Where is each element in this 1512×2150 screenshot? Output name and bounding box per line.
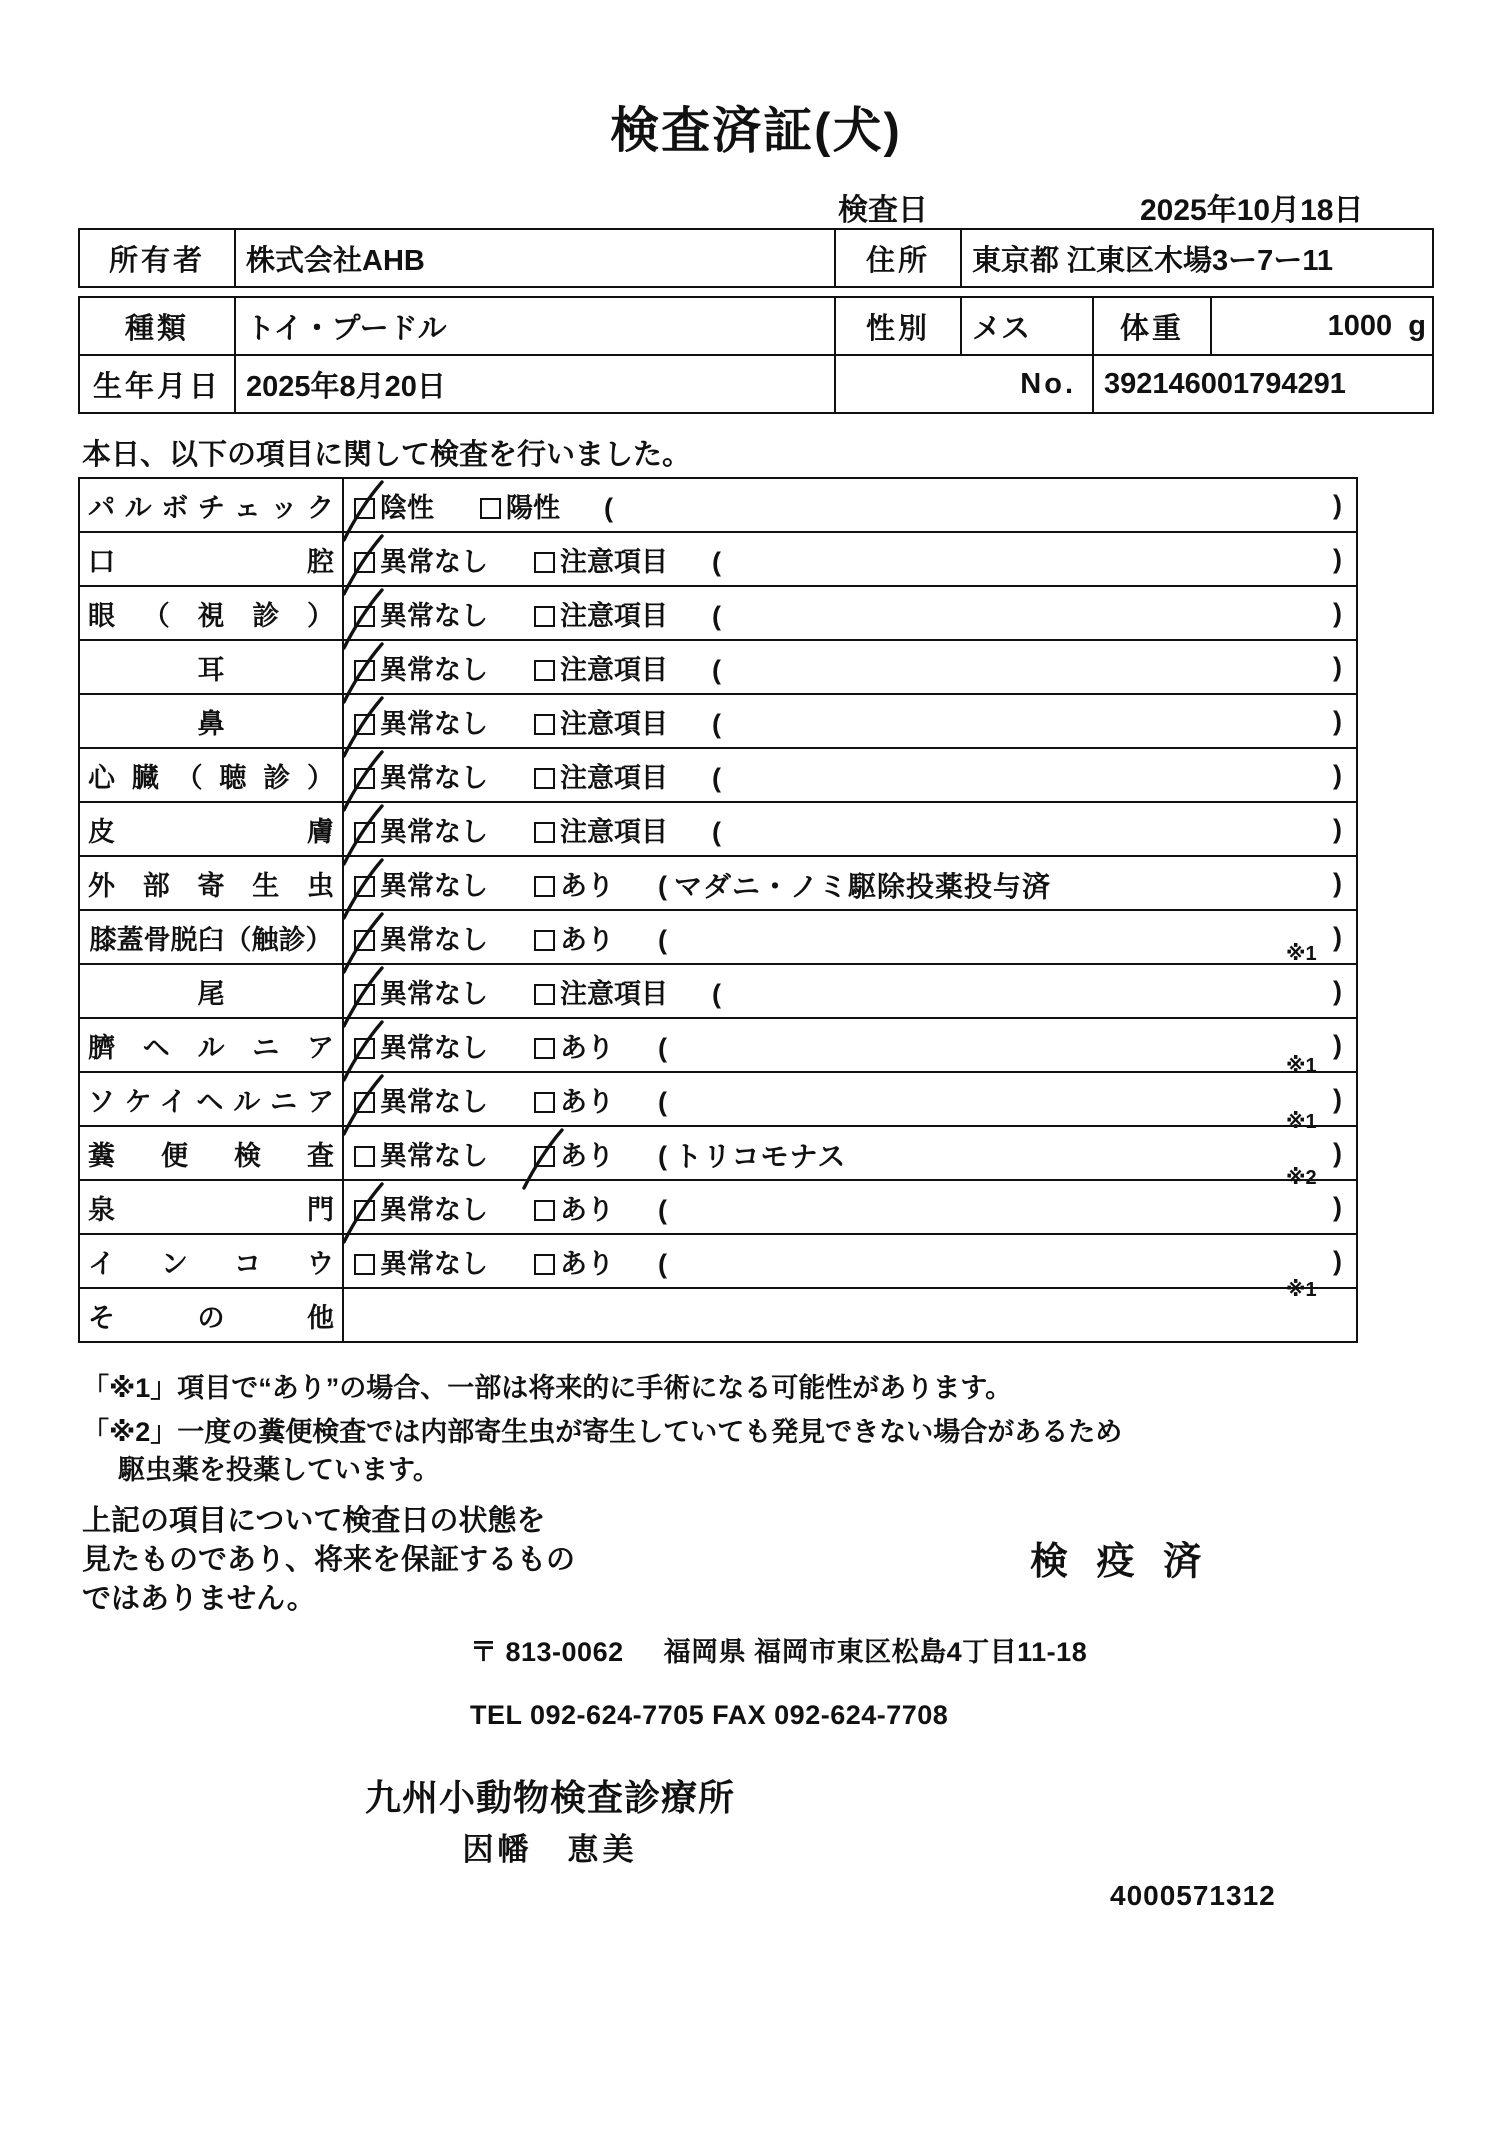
- address-label: 住所: [835, 229, 961, 287]
- checkbox-icon[interactable]: [534, 876, 555, 897]
- weight-unit: g: [1408, 309, 1426, 342]
- checkbox-option-2-label: 注意項目: [560, 816, 668, 847]
- weight-cell: [1211, 297, 1433, 355]
- checkbox-option-2[interactable]: [534, 540, 668, 579]
- disclaimer-line-2: 見たものであり、将来を保証するもの: [82, 1543, 576, 1576]
- checkbox-icon[interactable]: [354, 876, 375, 897]
- checkbox-icon[interactable]: [354, 822, 375, 843]
- inspection-date-row: [0, 185, 1512, 225]
- checklist-item-label: 眼（視診）: [79, 586, 343, 640]
- checkbox-icon[interactable]: [354, 930, 375, 951]
- checklist-item-options: [343, 1018, 1357, 1072]
- checkbox-option-1-label: 異常なし: [380, 816, 488, 847]
- checkbox-icon[interactable]: [534, 822, 555, 843]
- remark-paren-open: (: [712, 654, 721, 685]
- remark-paren-close: ): [1333, 922, 1342, 952]
- table-row: [79, 802, 1357, 856]
- checkbox-option-2[interactable]: [534, 1026, 614, 1065]
- checkbox-icon[interactable]: [354, 1200, 375, 1221]
- checklist-item-options: [343, 802, 1357, 856]
- checkbox-icon[interactable]: [354, 1092, 375, 1113]
- table-row: [79, 856, 1357, 910]
- checklist-item-label: 糞 便 検 査: [79, 1126, 343, 1180]
- remark-paren-open: (: [658, 870, 667, 901]
- table-row: [79, 1126, 1357, 1180]
- checkbox-option-1-label: 異常なし: [380, 870, 488, 901]
- owner-label: 所有者: [79, 229, 235, 287]
- checkbox-icon[interactable]: [354, 984, 375, 1005]
- breed-label: 種類: [79, 297, 235, 355]
- checkbox-option-2[interactable]: [534, 918, 614, 957]
- remark-paren-open: (: [712, 978, 721, 1009]
- table-row: [79, 532, 1357, 586]
- checkbox-option-2-label: あり: [560, 1248, 614, 1279]
- sex-value: メス: [961, 297, 1093, 355]
- checkbox-icon[interactable]: [354, 1254, 375, 1275]
- checkbox-option-2-label: あり: [560, 1140, 614, 1171]
- footnote-marker: ※1: [1286, 943, 1317, 965]
- checkbox-option-2-label: あり: [560, 1086, 614, 1117]
- checklist-item-options: [343, 478, 1357, 532]
- checkbox-option-1[interactable]: [354, 540, 488, 579]
- checkbox-icon[interactable]: [534, 984, 555, 1005]
- checkbox-icon[interactable]: [354, 552, 375, 573]
- checkbox-icon[interactable]: [534, 1146, 555, 1167]
- remark-paren-open: (: [712, 708, 721, 739]
- checkbox-option-2-label: 注意項目: [560, 654, 668, 685]
- remark-paren-close: ): [1333, 1030, 1342, 1060]
- inspection-date-label: 検査日: [838, 194, 928, 227]
- table-row: [79, 478, 1357, 532]
- checkbox-option-2[interactable]: [534, 648, 668, 687]
- checklist-item-options: [343, 1180, 1357, 1234]
- checklist-item-label: そ の 他: [79, 1288, 343, 1342]
- checkbox-icon[interactable]: [354, 606, 375, 627]
- owner-table: [78, 228, 1434, 288]
- checkbox-option-2[interactable]: [534, 594, 668, 633]
- table-row: [79, 586, 1357, 640]
- checklist-item-options: [343, 640, 1357, 694]
- checkbox-icon[interactable]: [354, 498, 375, 519]
- checkbox-option-1[interactable]: [354, 1026, 488, 1065]
- animal-info-table: [78, 296, 1434, 414]
- checkbox-option-1-label: 異常なし: [380, 708, 488, 739]
- checkbox-option-2-label: あり: [560, 1194, 614, 1225]
- checkbox-option-1[interactable]: [354, 648, 488, 687]
- checkbox-option-1-label: 異常なし: [380, 1140, 488, 1171]
- checkbox-option-1-label: 異常なし: [380, 1194, 488, 1225]
- checkbox-option-2-label: 注意項目: [560, 978, 668, 1009]
- remark-paren-close: ): [1333, 1084, 1342, 1114]
- checkbox-option-2-label: 注意項目: [560, 600, 668, 631]
- quarantine-stamp: 検 疫 済: [1030, 1541, 1211, 1583]
- checklist-item-label: 耳: [79, 640, 343, 694]
- table-row: [79, 355, 1433, 413]
- checkbox-option-1-label: 異常なし: [380, 546, 488, 577]
- table-row: [79, 1288, 1357, 1342]
- remark-paren-close: ): [1333, 1192, 1342, 1222]
- disclaimer-line-1: 上記の項目について検査日の状態を: [82, 1505, 546, 1537]
- checkbox-icon[interactable]: [534, 552, 555, 573]
- checkbox-icon[interactable]: [534, 1092, 555, 1113]
- remark-paren-close: ): [1333, 814, 1342, 844]
- checkbox-option-2[interactable]: [534, 810, 668, 849]
- checkbox-icon[interactable]: [354, 1038, 375, 1059]
- checkbox-icon[interactable]: [354, 1146, 375, 1167]
- remark-paren-open: (: [604, 492, 613, 523]
- checkbox-option-1[interactable]: [354, 864, 488, 903]
- remark-paren-close: ): [1333, 760, 1342, 790]
- checkbox-option-2[interactable]: [534, 756, 668, 795]
- checkbox-icon[interactable]: [354, 768, 375, 789]
- checkbox-option-1[interactable]: [354, 1134, 488, 1173]
- weight-label: 体重: [1093, 297, 1211, 355]
- handwritten-remark: マダニ・ノミ駆除投薬投与済: [674, 871, 1052, 902]
- checkbox-option-1-label: 異常なし: [380, 978, 488, 1009]
- footnote-2-line2: 駆虫薬を投薬しています。: [118, 1455, 440, 1485]
- checklist-item-label: インコウ: [79, 1234, 343, 1288]
- checklist-item-options: [343, 856, 1357, 910]
- checklist-item-label: 泉 門: [79, 1180, 343, 1234]
- page-title: 検査済証(犬): [610, 104, 902, 158]
- clinic-address: 福岡県 福岡市東区松島4丁目11-18: [663, 1637, 1088, 1667]
- checkbox-option-2-label: あり: [560, 924, 614, 955]
- checkbox-option-1-label: 陰性: [380, 492, 434, 523]
- owner-value: 株式会社AHB: [235, 229, 835, 287]
- table-row: [79, 964, 1357, 1018]
- footnote-2-line1: 「※2」一度の糞便検査では内部寄生虫が寄生していても発見できない場合があるため: [82, 1417, 1123, 1447]
- checklist-item-label: 口 腔: [79, 532, 343, 586]
- no-label: No.: [835, 355, 1093, 413]
- checklist-item-label: 膝蓋骨脱臼（触診）: [79, 910, 343, 964]
- table-row: [79, 1180, 1357, 1234]
- checkbox-option-1-label: 異常なし: [380, 1086, 488, 1117]
- checkbox-icon[interactable]: [354, 714, 375, 735]
- disclaimer-line-3: ではありません。: [82, 1582, 316, 1615]
- remark-paren-open: (: [658, 1032, 667, 1063]
- remark-paren-open: (: [658, 1194, 667, 1225]
- checkbox-option-1[interactable]: [354, 702, 488, 741]
- table-row: [79, 694, 1357, 748]
- checkbox-option-1-label: 異常なし: [380, 1032, 488, 1063]
- clinic-name: 九州小動物検査診療所: [364, 1777, 735, 1818]
- checkbox-option-1-label: 異常なし: [380, 762, 488, 793]
- remark-paren-open: (: [658, 1248, 667, 1279]
- postal-code: 〒 813-0062: [470, 1637, 624, 1667]
- checklist-item-options: [343, 1234, 1357, 1288]
- disclaimer-block: [82, 1502, 575, 1619]
- remark-paren-open: (: [712, 816, 721, 847]
- checkbox-option-2-label: 注意項目: [560, 708, 668, 739]
- birth-value: 2025年8月20日: [235, 355, 835, 413]
- checkbox-option-1[interactable]: [354, 1188, 488, 1227]
- table-row: [79, 1072, 1357, 1126]
- checkbox-option-1[interactable]: [354, 1080, 488, 1119]
- remark-paren-open: (: [658, 1086, 667, 1117]
- checklist-item-label: 鼻: [79, 694, 343, 748]
- remark-paren-close: ): [1333, 544, 1342, 574]
- address-value: 東京都 江東区木場3ー7ー11: [961, 229, 1433, 287]
- checkbox-option-2[interactable]: [534, 1080, 614, 1119]
- checkbox-option-2-label: 陽性: [506, 492, 560, 523]
- checkbox-option-2[interactable]: [534, 864, 614, 903]
- checkbox-option-2-label: あり: [560, 1032, 614, 1063]
- checkbox-icon[interactable]: [534, 606, 555, 627]
- checkbox-icon[interactable]: [534, 714, 555, 735]
- handwritten-remark: トリコモナス: [674, 1141, 847, 1172]
- remark-paren-close: ): [1333, 598, 1342, 628]
- weight-value: 1000: [1327, 309, 1393, 342]
- checkbox-option-1[interactable]: [354, 972, 488, 1011]
- clinic-address-line: [470, 1630, 1087, 1669]
- inspection-statement: 本日、以下の項目に関して検査を行いました。: [82, 439, 692, 471]
- checkbox-option-1-label: 異常なし: [380, 600, 488, 631]
- checklist-item-options: [343, 1126, 1357, 1180]
- remark-paren-close: ): [1333, 1246, 1342, 1276]
- remark-paren-close: ): [1333, 652, 1342, 682]
- checkbox-option-1-label: 異常なし: [380, 1248, 488, 1279]
- checklist-item-label: 心臓（聴診）: [79, 748, 343, 802]
- footnote-1: 「※1」項目で“あり”の場合、一部は将来的に手術になる可能性があります。: [82, 1373, 1013, 1403]
- checkbox-icon[interactable]: [534, 1038, 555, 1059]
- checkbox-icon[interactable]: [534, 768, 555, 789]
- table-row: [79, 748, 1357, 802]
- checkbox-option-1[interactable]: [354, 486, 434, 525]
- table-row: [79, 640, 1357, 694]
- checklist-item-label: ソケイヘルニア: [79, 1072, 343, 1126]
- remark-paren-close: ): [1333, 868, 1342, 898]
- checkbox-icon[interactable]: [534, 660, 555, 681]
- checkbox-option-2[interactable]: [534, 702, 668, 741]
- remark-paren-close: ): [1333, 1138, 1342, 1168]
- checkbox-option-1[interactable]: [354, 918, 488, 957]
- checkbox-icon[interactable]: [534, 1254, 555, 1275]
- inspection-date-value: 2025年10月18日: [1140, 194, 1364, 227]
- remark-paren-close: ): [1333, 490, 1342, 520]
- serial-number: 4000571312: [1110, 1880, 1276, 1911]
- checklist-item-label: 外部寄生虫: [79, 856, 343, 910]
- table-row: [79, 1234, 1357, 1288]
- checkbox-option-2[interactable]: [534, 1134, 614, 1173]
- checklist-item-options: [343, 532, 1357, 586]
- checkbox-icon[interactable]: [354, 660, 375, 681]
- remark-paren-open: (: [658, 924, 667, 955]
- footnote-marker: ※1: [1286, 1111, 1317, 1133]
- checklist-item-label: 皮 膚: [79, 802, 343, 856]
- checkbox-option-2-label: 注意項目: [560, 546, 668, 577]
- checkbox-option-1-label: 異常なし: [380, 654, 488, 685]
- checklist-item-options: [343, 748, 1357, 802]
- remark-paren-open: (: [712, 546, 721, 577]
- checkbox-option-1[interactable]: [354, 810, 488, 849]
- footnote-marker: ※1: [1286, 1055, 1317, 1077]
- checkbox-option-2[interactable]: [480, 486, 560, 525]
- breed-value: トイ・プードル: [235, 297, 835, 355]
- checklist-item-options: [343, 1288, 1357, 1342]
- clinic-contact: TEL 092-624-7705 FAX 092-624-7708: [470, 1700, 949, 1730]
- remark-paren-close: ): [1333, 976, 1342, 1006]
- checklist-item-options: [343, 964, 1357, 1018]
- footnote-marker: ※1: [1286, 1279, 1317, 1301]
- checkbox-icon[interactable]: [534, 930, 555, 951]
- remark-paren-close: ): [1333, 706, 1342, 736]
- checkbox-option-2-label: あり: [560, 870, 614, 901]
- table-row: [79, 910, 1357, 964]
- checkbox-icon[interactable]: [534, 1200, 555, 1221]
- checklist-item-options: [343, 1072, 1357, 1126]
- checkbox-option-2[interactable]: [534, 972, 668, 1011]
- checkbox-option-1-label: 異常なし: [380, 924, 488, 955]
- remark-paren-open: (: [712, 762, 721, 793]
- checklist-item-label: パルボチェック: [79, 478, 343, 532]
- checkbox-option-2[interactable]: [534, 1242, 614, 1281]
- checkbox-option-1[interactable]: [354, 756, 488, 795]
- checkbox-option-2[interactable]: [534, 1188, 614, 1227]
- checkbox-option-1[interactable]: [354, 594, 488, 633]
- checklist-item-label: 尾: [79, 964, 343, 1018]
- birth-label: 生年月日: [79, 355, 235, 413]
- checkbox-icon[interactable]: [480, 498, 501, 519]
- checklist-item-options: [343, 910, 1357, 964]
- checklist-item-label: 臍ヘルニア: [79, 1018, 343, 1072]
- remark-paren-open: (: [712, 600, 721, 631]
- checklist-item-options: [343, 694, 1357, 748]
- footnote-marker: ※2: [1286, 1167, 1317, 1189]
- table-row: [79, 229, 1433, 287]
- veterinarian-name: 因幡 恵美: [462, 1832, 638, 1867]
- no-value: 392146001794291: [1093, 355, 1433, 413]
- sex-label: 性別: [835, 297, 961, 355]
- checkbox-option-1[interactable]: [354, 1242, 488, 1281]
- checklist-item-options: [343, 586, 1357, 640]
- remark-paren-open: (: [658, 1140, 667, 1171]
- inspection-checklist-table: [78, 477, 1358, 1343]
- checkbox-option-2-label: 注意項目: [560, 762, 668, 793]
- table-row: [79, 297, 1433, 355]
- table-row: [79, 1018, 1357, 1072]
